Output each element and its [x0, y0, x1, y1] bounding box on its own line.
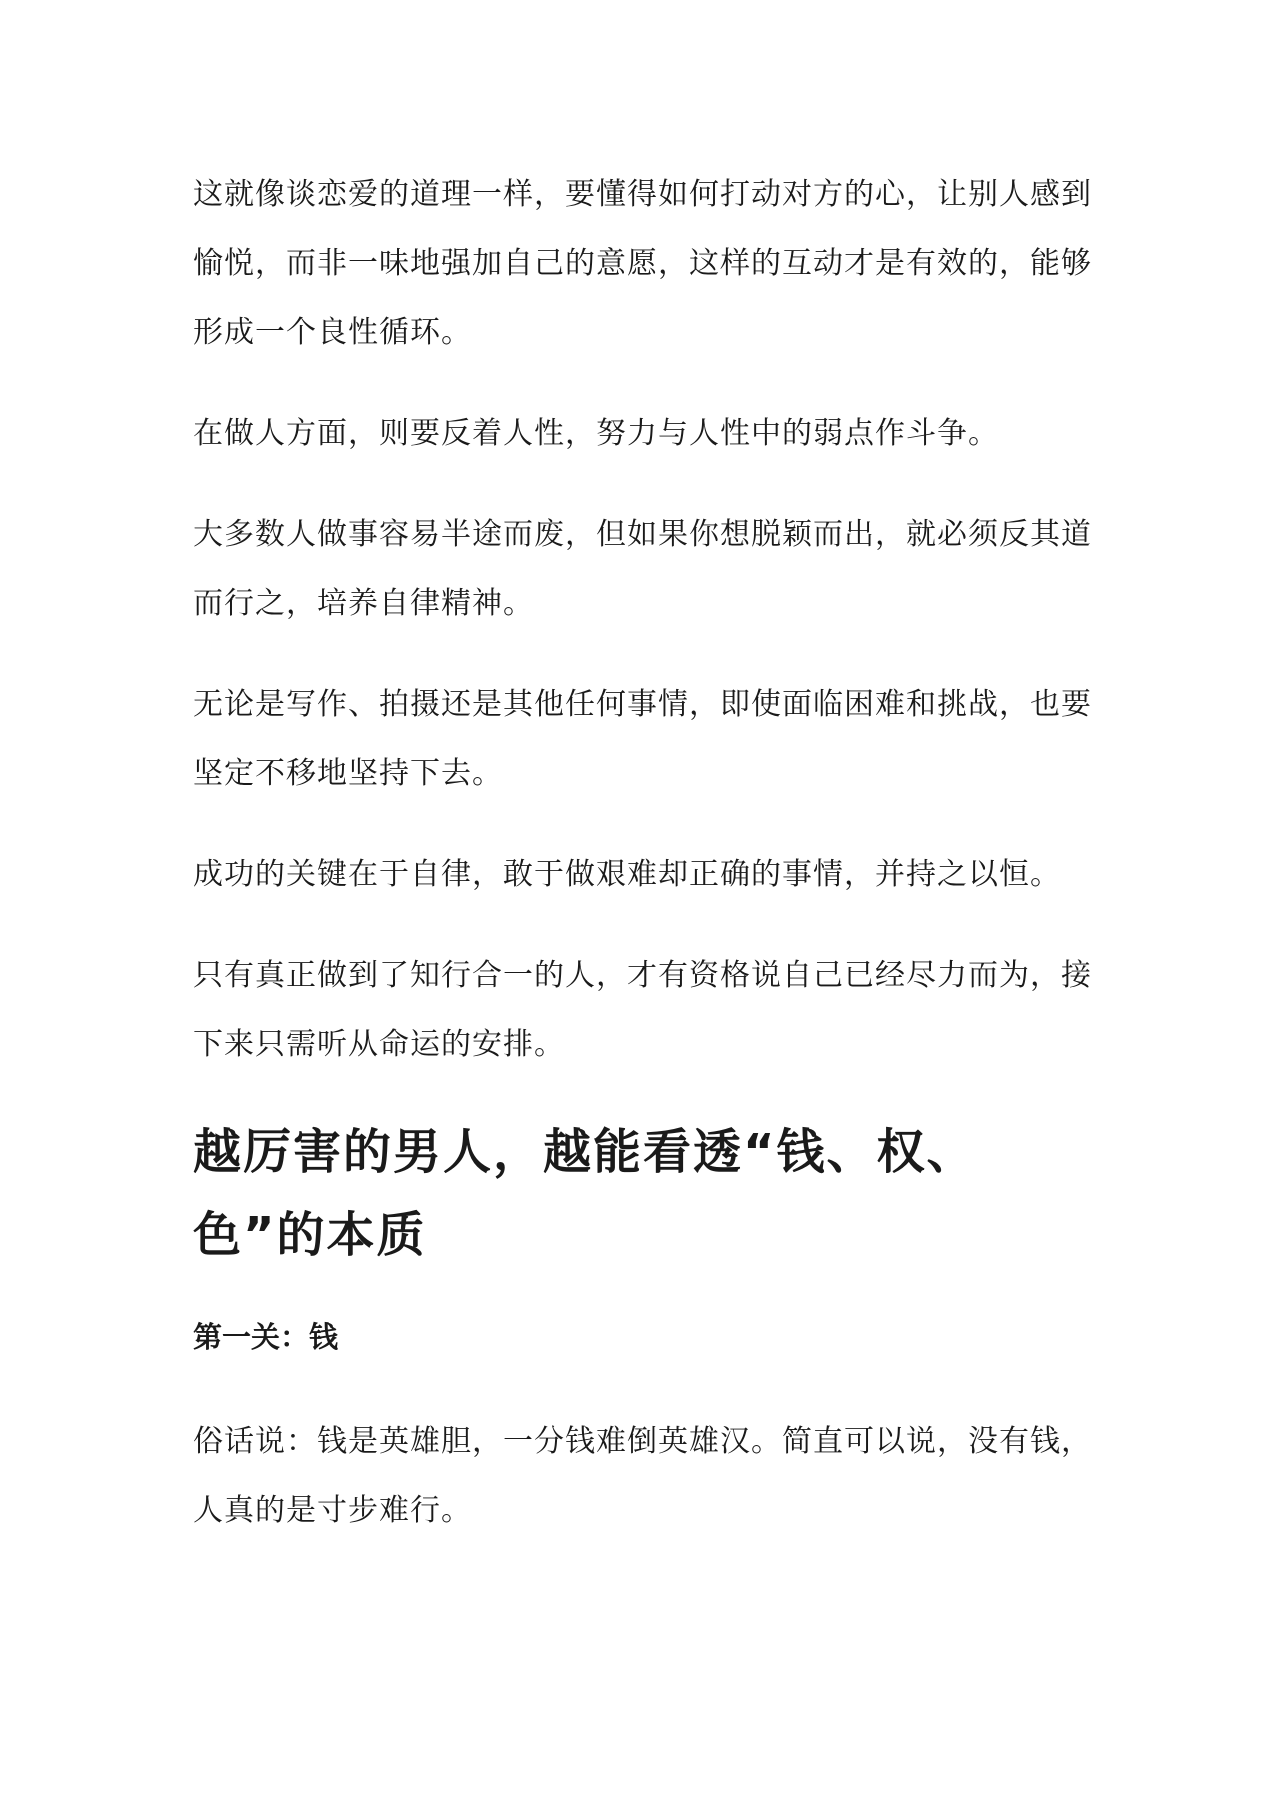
paragraph-human-nature: 在做人方面，则要反着人性，努力与人性中的弱点作斗争。 [193, 416, 999, 451]
paragraph-key-to-success: 成功的关键在于自律，敢于做艰难却正确的事情，并持之以恒。 [193, 857, 1061, 892]
document-page [193, 160, 1093, 1577]
paragraph-persistence: 无论是写作、拍摄还是其他任何事情，即使面临困难和挑战，也要坚定不移地坚持下去。 [193, 687, 1092, 791]
section-title: 越厉害的男人，越能看透“钱、权、色”的本质 [193, 1124, 977, 1263]
paragraph-unity-of-knowledge-action: 只有真正做到了知行合一的人，才有资格说自己已经尽力而为，接下来只需听从命运的安排。 [193, 958, 1092, 1062]
paragraph-money-proverb: 俗话说：钱是英雄胆，一分钱难倒英雄汉。简直可以说，没有钱，人真的是寸步难行。 [193, 1424, 1092, 1528]
paragraph-self-discipline: 大多数人做事容易半途而废，但如果你想脱颖而出，就必须反其道而行之，培养自律精神。 [193, 517, 1092, 621]
subheading-money: 第一关：钱 [193, 1320, 339, 1354]
paragraph-love-analogy: 这就像谈恋爱的道理一样，要懂得如何打动对方的心，让别人感到愉悦，而非一味地强加自己的意愿，这样的互动才是有效的，能够形成一个良性循环。 [193, 177, 1092, 350]
